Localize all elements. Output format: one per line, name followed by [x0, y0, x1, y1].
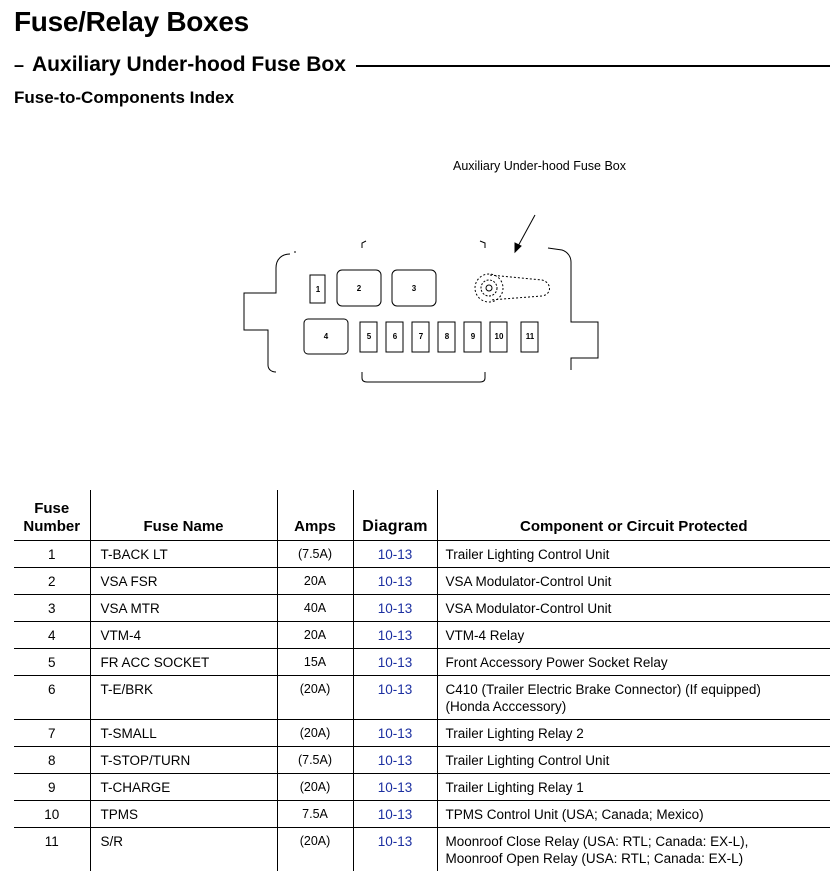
cell-component-text: Trailer Lighting Relay 2 [446, 726, 584, 741]
cell-component-line2: Moonroof Open Relay (USA: RTL; Canada: EX-L) [446, 851, 744, 866]
cell-component [437, 720, 830, 747]
cell-fuse-number-text: 6 [48, 682, 56, 697]
cell-fuse-name-text: T-CHARGE [101, 780, 171, 795]
cell-fuse-name-text: VTM-4 [101, 628, 142, 643]
cell-fuse-name [90, 828, 277, 871]
header-fuse-number [14, 490, 90, 541]
table-row [14, 774, 830, 801]
cell-amps-text: (20A) [300, 834, 331, 848]
diagram-caption: Auxiliary Under-hood Fuse Box [453, 159, 626, 173]
header-fuse-number-line2: Number [23, 518, 80, 535]
cell-component [437, 747, 830, 774]
cell-diagram-link-text[interactable]: 10-13 [378, 547, 413, 562]
cell-component-text: Moonroof Close Relay (USA: RTL; Canada: EX-L), [446, 834, 749, 849]
cell-fuse-number-text: 7 [48, 726, 56, 741]
cell-fuse-number-text: 8 [48, 753, 56, 768]
cell-amps [277, 541, 353, 568]
cell-amps-text: (7.5A) [298, 753, 332, 767]
header-component: Component or Circuit Protected [437, 490, 830, 541]
page-title: Fuse/Relay Boxes [14, 6, 249, 38]
fuse-index-table [14, 490, 830, 871]
cell-fuse-number [14, 676, 90, 720]
cell-fuse-number-text: 3 [48, 601, 56, 616]
cell-amps [277, 774, 353, 801]
cell-component-text: Trailer Lighting Relay 1 [446, 780, 584, 795]
cell-fuse-name-text: TPMS [101, 807, 139, 822]
cell-fuse-number-text: 10 [44, 807, 59, 822]
cell-diagram-link[interactable] [353, 720, 437, 747]
cell-fuse-number-text: 5 [48, 655, 56, 670]
cell-component [437, 649, 830, 676]
cell-component [437, 801, 830, 828]
cell-fuse-name [90, 676, 277, 720]
table-row [14, 541, 830, 568]
fuse-label-2: 2 [357, 284, 362, 293]
cell-fuse-name-text: FR ACC SOCKET [101, 655, 210, 670]
cell-diagram-link[interactable] [353, 649, 437, 676]
cell-fuse-name-text: T-E/BRK [101, 682, 154, 697]
cell-fuse-number [14, 747, 90, 774]
cell-fuse-name-text: VSA FSR [101, 574, 158, 589]
terminal-stud-bolt [486, 285, 492, 291]
cell-diagram-link[interactable] [353, 828, 437, 871]
cell-component [437, 828, 830, 871]
cell-diagram-link-text[interactable]: 10-13 [378, 682, 413, 697]
housing-top-left-bracket [362, 241, 366, 248]
cell-component [437, 774, 830, 801]
cell-component-line2: (Honda Acccessory) [446, 699, 567, 714]
cell-amps-text: 40A [304, 601, 326, 615]
cell-component-text: C410 (Trailer Electric Brake Connector) (If equipped) [446, 682, 761, 697]
cell-amps [277, 720, 353, 747]
cell-fuse-number-text: 9 [48, 780, 56, 795]
fuse-label-5: 5 [367, 332, 372, 341]
cell-diagram-link-text[interactable]: 10-13 [378, 574, 413, 589]
cell-diagram-link-text[interactable]: 10-13 [378, 726, 413, 741]
cell-amps-text: 7.5A [302, 807, 328, 821]
terminal-stud-ring [475, 274, 503, 302]
cell-component-text: VSA Modulator-Control Unit [446, 601, 612, 616]
cell-amps [277, 622, 353, 649]
cell-amps [277, 595, 353, 622]
cell-fuse-name [90, 595, 277, 622]
cell-component-text: Trailer Lighting Control Unit [446, 547, 610, 562]
table-row [14, 676, 830, 720]
cell-amps-text: 20A [304, 574, 326, 588]
section-subtitle: Auxiliary Under-hood Fuse Box [32, 53, 346, 77]
cell-diagram-link[interactable] [353, 676, 437, 720]
fuse-label-8: 8 [445, 332, 450, 341]
cell-component-text: VTM-4 Relay [446, 628, 525, 643]
cell-fuse-number [14, 622, 90, 649]
cell-fuse-name [90, 720, 277, 747]
cell-diagram-link[interactable] [353, 801, 437, 828]
cell-fuse-name-text: S/R [101, 834, 124, 849]
cell-amps [277, 676, 353, 720]
cell-fuse-name [90, 622, 277, 649]
table-row [14, 568, 830, 595]
cell-component-text: TPMS Control Unit (USA; Canada; Mexico) [446, 807, 704, 822]
pointer-arrow-head [515, 243, 521, 252]
pointer-arrow-line [517, 215, 535, 248]
cell-fuse-number [14, 801, 90, 828]
cell-fuse-number [14, 568, 90, 595]
fuse-label-9: 9 [471, 332, 476, 341]
cell-fuse-name [90, 747, 277, 774]
cell-diagram-link-text[interactable]: 10-13 [378, 780, 413, 795]
cell-diagram-link[interactable] [353, 747, 437, 774]
cell-amps [277, 649, 353, 676]
header-fuse-number-line1: Fuse [34, 500, 69, 517]
cell-amps-text: (20A) [300, 682, 331, 696]
fuse-label-6: 6 [393, 332, 398, 341]
cell-fuse-number-text: 4 [48, 628, 56, 643]
cell-fuse-number-text: 1 [48, 547, 56, 562]
cell-diagram-link-text[interactable]: 10-13 [378, 834, 413, 849]
cell-fuse-name [90, 541, 277, 568]
cell-diagram-link[interactable] [353, 568, 437, 595]
fuse-label-3: 3 [412, 284, 417, 293]
header-amps: Amps [277, 490, 353, 541]
cell-amps-text: 20A [304, 628, 326, 642]
housing-left-outline [244, 254, 290, 372]
cell-fuse-number [14, 595, 90, 622]
cell-diagram-link[interactable] [353, 541, 437, 568]
table-header-row [14, 490, 830, 541]
cell-fuse-number [14, 720, 90, 747]
cell-component-text: VSA Modulator-Control Unit [446, 574, 612, 589]
cell-diagram-link[interactable] [353, 622, 437, 649]
cell-component [437, 595, 830, 622]
table-row [14, 828, 830, 871]
cell-component-text: Trailer Lighting Control Unit [446, 753, 610, 768]
table-row [14, 595, 830, 622]
cell-diagram-link[interactable] [353, 774, 437, 801]
cell-fuse-name [90, 649, 277, 676]
cell-amps [277, 568, 353, 595]
cell-fuse-number [14, 649, 90, 676]
cell-component [437, 622, 830, 649]
cell-fuse-name [90, 801, 277, 828]
fuse-label-1: 1 [316, 285, 321, 294]
cell-fuse-number [14, 541, 90, 568]
cell-component [437, 541, 830, 568]
cell-diagram-link-text[interactable]: 10-13 [378, 753, 413, 768]
header-fuse-name: Fuse Name [90, 490, 277, 541]
heading-dash: – [14, 55, 24, 76]
cell-fuse-name-text: T-STOP/TURN [101, 753, 191, 768]
header-diagram: Diagram [353, 490, 437, 541]
fuse-label-11: 11 [526, 332, 535, 341]
fuse-label-4: 4 [324, 332, 329, 341]
cell-fuse-name [90, 774, 277, 801]
cell-diagram-link-text[interactable]: 10-13 [378, 628, 413, 643]
cell-fuse-name-text: T-BACK LT [101, 547, 168, 562]
cell-component [437, 568, 830, 595]
fuse-label-7: 7 [419, 332, 424, 341]
cell-amps-text: (20A) [300, 780, 331, 794]
cell-fuse-number [14, 774, 90, 801]
cell-diagram-link-text[interactable]: 10-13 [378, 655, 413, 670]
cell-fuse-name-text: T-SMALL [101, 726, 157, 741]
table-row [14, 720, 830, 747]
terminal-stud-nut [481, 280, 497, 296]
cell-component-text: Front Accessory Power Socket Relay [446, 655, 668, 670]
cell-diagram-link[interactable] [353, 595, 437, 622]
housing-bottom-bracket [362, 372, 485, 382]
cell-fuse-name-text: VSA MTR [101, 601, 160, 616]
table-row [14, 801, 830, 828]
cell-fuse-number-text: 2 [48, 574, 56, 589]
cell-fuse-number [14, 828, 90, 871]
housing-top-right-bracket [480, 241, 485, 248]
cell-amps [277, 801, 353, 828]
cell-fuse-number-text: 11 [45, 834, 59, 849]
cell-amps-text: 15A [304, 655, 326, 669]
table-row [14, 747, 830, 774]
housing-right-outline [548, 248, 598, 370]
cell-amps [277, 747, 353, 774]
cell-amps-text: (20A) [300, 726, 331, 740]
cell-diagram-link-text[interactable]: 10-13 [378, 807, 413, 822]
cell-diagram-link-text[interactable]: 10-13 [378, 601, 413, 616]
cell-amps-text: (7.5A) [298, 547, 332, 561]
index-title: Fuse-to-Components Index [14, 88, 234, 108]
table-row [14, 622, 830, 649]
table-row [14, 649, 830, 676]
cell-amps [277, 828, 353, 871]
cell-component [437, 676, 830, 720]
cell-fuse-name [90, 568, 277, 595]
fuse-label-10: 10 [495, 332, 504, 341]
